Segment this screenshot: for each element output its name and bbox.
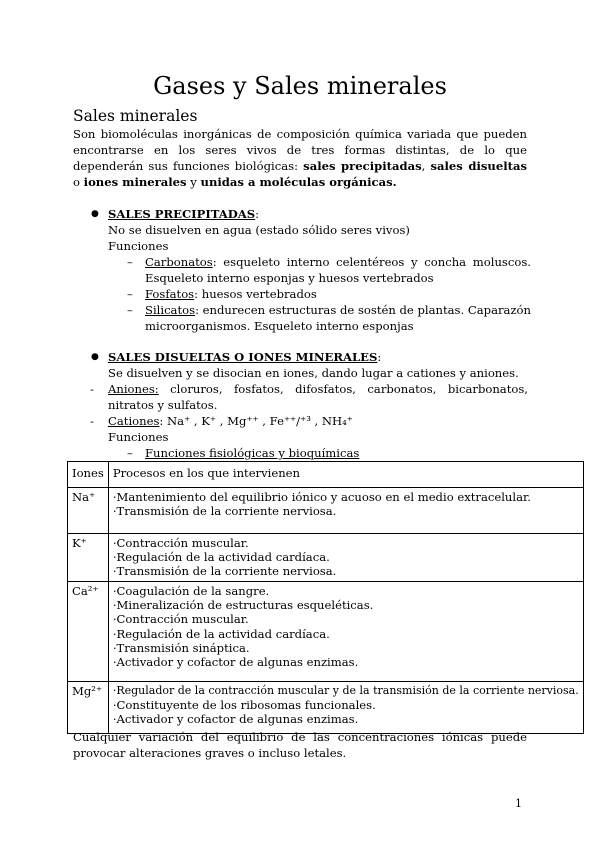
process-line: ·Constituyente de los ribosomas funcionales. — [112, 698, 376, 713]
intro-term-precipitadas: sales precipitadas — [303, 159, 422, 173]
process-line: ·Mineralización de estructuras esqueléticas. — [112, 598, 374, 613]
process-line: ·Contracción muscular. — [112, 536, 249, 550]
process-line: ·Coagulación de la sangre. — [112, 584, 270, 598]
ion-cell: Mg²⁺ — [68, 682, 109, 734]
intro-term-disueltas: sales disueltas — [430, 159, 527, 173]
bullet-icon: ● — [91, 209, 99, 219]
cationes-item: - Cationes: Na⁺ , K⁺ , Mg⁺⁺ , Fe⁺⁺/⁺³ , NH₄⁺ — [90, 414, 353, 428]
process-line: ·Activador y cofactor de algunas enzimas. — [112, 712, 359, 727]
precipitated-item-fosfatos: – Fosfatos: huesos vertebrados — [127, 287, 317, 301]
page-title: Gases y Sales minerales — [153, 72, 447, 100]
dissolved-desc: Se disuelven y se disocian en iones, dando lugar a cationes y aniones. — [108, 366, 519, 380]
table-header-cell: Procesos en los que intervienen — [108, 462, 583, 488]
precipitated-desc: No se disuelven en agua (estado sólido seres vivos) — [108, 223, 410, 237]
bullet-icon: ● — [91, 352, 99, 362]
ion-cell: Ca²⁺ — [68, 582, 109, 682]
process-cell — [108, 582, 583, 682]
ion-cell: Na⁺ — [68, 488, 109, 534]
table-row — [68, 534, 584, 582]
process-line: ·Regulación de la actividad cardíaca. — [112, 626, 330, 641]
dissolved-heading: SALES DISUELTAS O IONES MINERALES: — [108, 350, 382, 364]
process-line: ·Activador y cofactor de algunas enzimas. — [112, 655, 359, 670]
intro-sep: y — [186, 175, 201, 189]
table-row — [68, 582, 584, 682]
aniones-item: - Aniones: cloruros, fosfatos, difosfatos, carbonatos, bicarbonatos, nitratos y sulfatos. — [90, 382, 528, 412]
process-line: ·Mantenimiento del equilibrio iónico y acuoso en el medio extracelular. — [112, 490, 531, 504]
precipitated-item-silicatos: – Silicatos: endurecen estructuras de sostén de plantas. Caparazón microorganismos. Esqueleto interno esponjas — [127, 303, 531, 333]
process-line: ·Contracción muscular. — [112, 612, 249, 627]
table-header-cell: Iones — [68, 462, 109, 488]
process-cell — [108, 534, 583, 582]
intro-term-iones: iones minerales — [83, 175, 187, 189]
process-line: ·Transmisión de la corriente nerviosa. — [112, 564, 337, 579]
process-line: ·Transmisión sináptica. — [112, 640, 250, 655]
intro-paragraph — [73, 126, 527, 190]
precipitated-item-carbonatos: – Carbonatos: esqueleto interno celentéreos y concha moluscos. Esqueleto interno esponjas y huesos vertebrados — [127, 255, 531, 285]
intro-text: Son biomoléculas inorgánicas de composición química variada que pueden encontrarse en los seres vivos de tres formas distintas, de lo que dependerán sus funciones biológicas: — [73, 127, 527, 173]
intro-term-unidas: unidas a moléculas orgánicas. — [200, 175, 397, 189]
ions-table — [67, 461, 584, 734]
dissolved-functions-label: Funciones — [108, 430, 169, 444]
process-line: ·Regulación de la actividad cardíaca. — [112, 550, 330, 565]
precipitated-section — [91, 206, 531, 336]
table-row — [68, 682, 584, 734]
process-cell — [108, 488, 583, 534]
section-heading: Sales minerales — [73, 107, 198, 125]
process-cell — [108, 682, 583, 734]
intro-sep: , — [421, 159, 431, 173]
ion-cell: K⁺ — [68, 534, 109, 582]
process-line: ·Transmisión de la corriente nerviosa. — [112, 504, 337, 519]
precipitated-functions-label: Funciones — [108, 239, 169, 253]
table-row — [68, 488, 584, 534]
page-number: 1 — [515, 797, 522, 810]
fisio-item: – Funciones fisiológicas y bioquímicas — [127, 446, 360, 460]
dissolved-section — [91, 349, 531, 461]
process-line: ·Regulador de la contracción muscular y de la transmisión de la corriente nerviosa. — [112, 684, 579, 697]
precipitated-heading: SALES PRECIPITADAS: — [108, 207, 260, 221]
intro-sep: o — [73, 175, 84, 189]
closing-paragraph: Cualquier variación del equilibrio de las concentraciones iónicas puede provocar alteraciones graves o incluso letales. — [73, 730, 527, 760]
table-header-row — [68, 462, 584, 488]
